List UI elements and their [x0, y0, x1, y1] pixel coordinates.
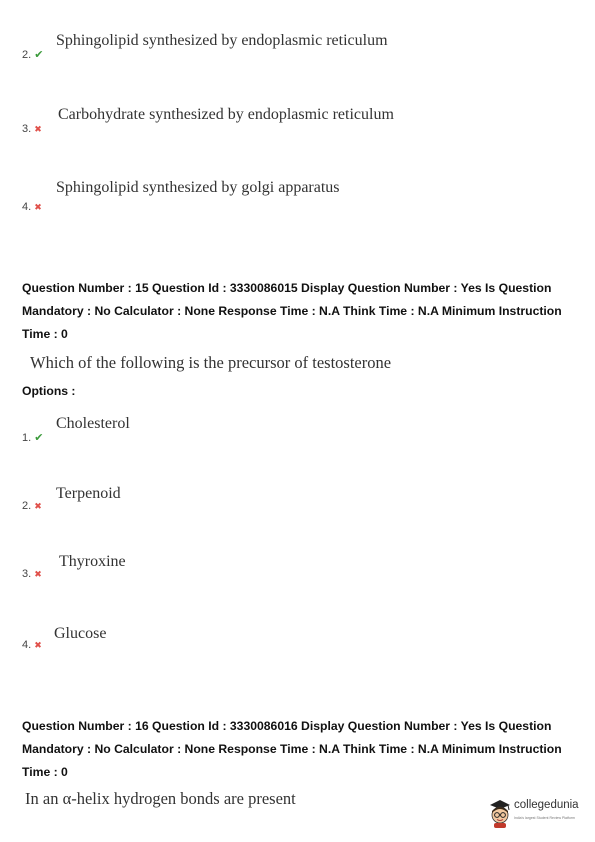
correct-check-icon: ✔ [34, 49, 44, 61]
collegedunia-logo [488, 798, 588, 832]
option-number-label: 3. [22, 568, 32, 580]
option-number [22, 201, 42, 213]
question-metadata: Question Number : 15 Question Id : 3330086015 Display Question Number : Yes Is Question Mandatory : No Calculator : None Response Time : N.A Think Time : N.A Minimum Instruction Time : 0 [22, 281, 562, 341]
question-text: In an α-helix hydrogen bonds are present [25, 789, 296, 808]
logo-tagline: India's largest Student Review Platform [514, 816, 575, 820]
wrong-cross-icon: ✖ [34, 124, 42, 134]
option-text: Sphingolipid synthesized by endoplasmic reticulum [56, 32, 388, 49]
option-text: Sphingolipid synthesized by golgi apparatus [56, 179, 340, 196]
option-text: Glucose [54, 625, 107, 642]
question-metadata: Question Number : 16 Question Id : 3330086016 Display Question Number : Yes Is Question Mandatory : No Calculator : None Response Time : N.A Think Time : N.A Minimum Instruction Time : 0 [22, 719, 562, 779]
logo-name: collegedunia [514, 799, 579, 811]
option-number [22, 639, 42, 651]
option-number [22, 500, 42, 512]
option-text: Thyroxine [59, 553, 126, 570]
option-number [22, 568, 42, 580]
wrong-cross-icon: ✖ [34, 569, 42, 579]
option-text: Carbohydrate synthesized by endoplasmic reticulum [58, 106, 394, 123]
option-number [22, 431, 43, 444]
wrong-cross-icon: ✖ [34, 202, 42, 212]
option-number-label: 2. [22, 49, 32, 61]
option-text: Terpenoid [56, 485, 121, 502]
option-number [22, 48, 43, 61]
option-number [22, 123, 42, 135]
correct-check-icon: ✔ [34, 432, 44, 444]
student-avatar-icon [488, 798, 512, 828]
options-label: Options : [22, 384, 76, 398]
option-text: Cholesterol [56, 415, 130, 432]
wrong-cross-icon: ✖ [34, 640, 42, 650]
option-number-label: 1. [22, 432, 32, 444]
option-number-label: 4. [22, 201, 32, 213]
option-number-label: 2. [22, 500, 32, 512]
option-number-label: 4. [22, 639, 32, 651]
wrong-cross-icon: ✖ [34, 501, 42, 511]
question-text: Which of the following is the precursor of testosterone [30, 353, 392, 372]
option-number-label: 3. [22, 123, 32, 135]
